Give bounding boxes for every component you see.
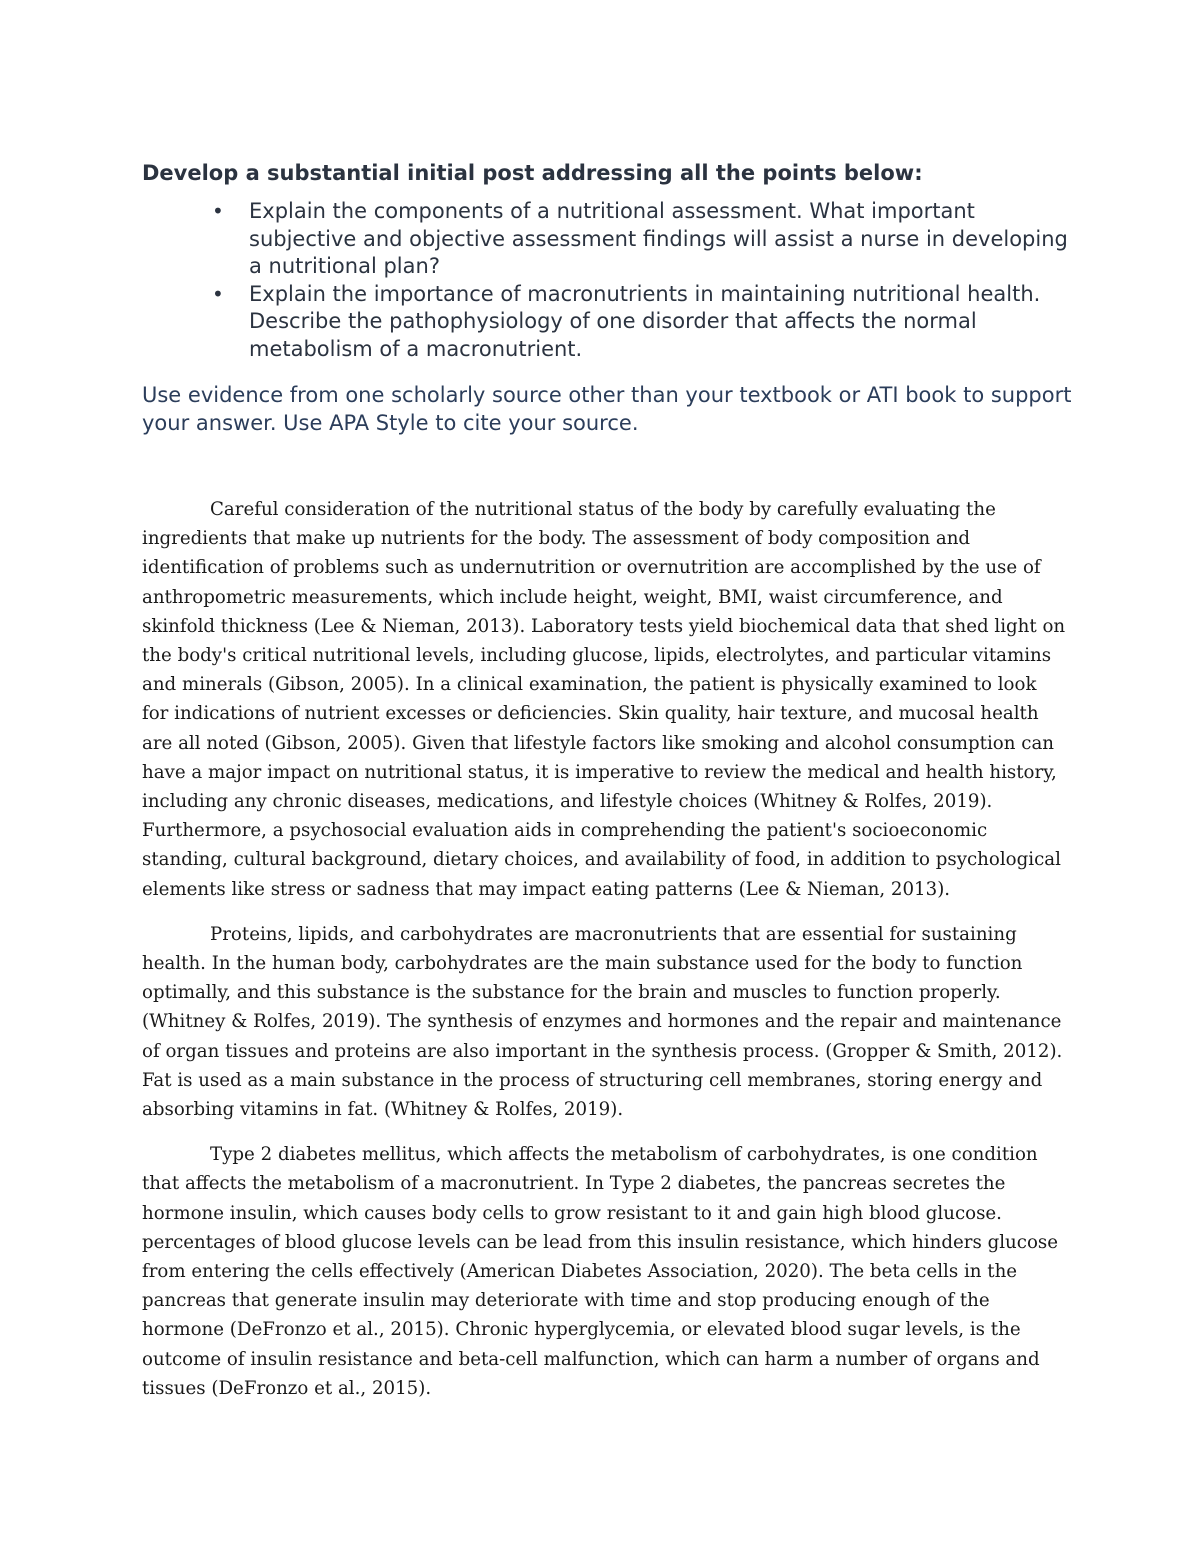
essay-paragraph: Careful consideration of the nutritional status of the body by carefully evaluating the ingredients that make up nutrients for the body. The assessment of body composition and identification of problems such as undernutrition or overnutrition are accomplished by the use of anthropometric measurements, which include height, weight, BMI, waist circumference, and skinfold thickness (Lee & Nieman, 2013). Laboratory tests yield biochemical data that shed light on the body's critical nutritional levels, including glucose, lipids, electrolytes, and particular vitamins and minerals (Gibson, 2005). In a clinical examination, the patient is physically examined to look for indications of nutrient excesses or deficiencies. Skin quality, hair texture, and mucosal health are all noted (Gibson, 2005). Given that lifestyle factors like smoking and alcohol consumption can have a major impact on nutritional status, it is imperative to review the medical and health history, including any chronic diseases, medications, and lifestyle choices (Whitney & Rolfes, 2019). Furthermore, a psychosocial evaluation aids in comprehending the patient's socioeconomic standing, cultural background, dietary choices, and availability of food, in addition to psychological elements like stress or sadness that may impact eating patterns (Lee & Nieman, 2013). <box>142 499 1066 900</box>
prompt-heading: Develop a substantial initial post addressing all the points below: <box>142 161 923 185</box>
prompt-instruction: Use evidence from one scholarly source other than your textbook or ATI book to support your answer. Use APA Style to cite your source. <box>142 383 1072 435</box>
prompt-bullet-item <box>142 198 1082 281</box>
essay-paragraph: Type 2 diabetes mellitus, which affects the metabolism of carbohydrates, is one condition that affects the metabolism of a macronutrient. In Type 2 diabetes, the pancreas secretes the hormone insulin, which causes body cells to grow resistant to it and gain high blood glucose. percentages of blood glucose levels can be lead from this insulin resistance, which hinders glucose from entering the cells effectively (American Diabetes Association, 2020). The beta cells in the pancreas that generate insulin may deteriorate with time and stop producing enough of the hormone (DeFronzo et al., 2015). Chronic hyperglycemia, or elevated blood sugar levels, is the outcome of insulin resistance and beta-cell malfunction, which can harm a number of organs and tissues (DeFronzo et al., 2015). <box>142 1144 1058 1399</box>
essay-body <box>142 495 1067 1403</box>
essay-paragraph: Proteins, lipids, and carbohydrates are macronutrients that are essential for sustaining health. In the human body, carbohydrates are the main substance used for the body to function optimally, and this substance is the substance for the brain and muscles to function properly. (Whitney & Rolfes, 2019). The synthesis of enzymes and hormones and the repair and maintenance of organ tissues and proteins are also important in the synthesis process. (Gropper & Smith, 2012). Fat is used as a main substance in the process of structuring cell membranes, storing energy and absorbing vitamins in fat. (Whitney & Rolfes, 2019). <box>142 923 1063 1121</box>
bullet-icon: • <box>212 281 224 306</box>
prompt-bullet-item <box>142 281 1082 364</box>
bullet-icon: • <box>212 199 224 223</box>
prompt-bullet-list <box>142 198 1082 363</box>
discussion-prompt <box>142 158 1082 437</box>
prompt-bullet-text: Explain the importance of macronutrients in maintaining nutritional health. Describe the pathophysiology of one disorder that affects the normal metabolism of a macronutrient. <box>249 281 1041 361</box>
prompt-bullet-text: Explain the components of a nutritional assessment. What important subjective and objective assessment findings will assist a nurse in developing a nutritional plan? <box>249 199 1068 278</box>
